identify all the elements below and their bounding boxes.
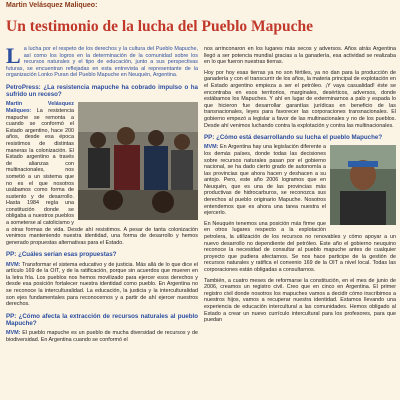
protest-photo [78, 102, 198, 220]
question-2 [6, 251, 198, 258]
answer-text: En Argentina hay una legislación diferente a los demás países, donde todas las decisiones sobre recursos naturales pasan por el gobierno nacional, se ha dado cierto grado de autonomía a las provincias que ahora hacen y deshacen a su antojo. Pero, este año 2006 logramos que en Neuquén, que es una de las provincias más productivas de hidrocarburos, se reconozca sus derechos al pueblo originario Mapuche. Nosotros entendemos que es ahora una tarea nuestra el ejercerlo. [204, 144, 326, 217]
question-text: ¿Cuáles serían esas propuestas? [18, 251, 117, 259]
question-3 [6, 313, 198, 327]
question-text: ¿La resistencia mapuche ha cobrado impulso o ha sufrido un receso? [6, 83, 198, 99]
intro-text: a lucha por el respeto de los derechos y la cultura del Pueblo Mapuche, así como los logros en la determinación de la comunidad sobre los recursos naturales y el tipo de educación, junto a sus perspectivas futuras, se encuentran reflejadas en esta entrevista al representante de la organización Lonko Puran del Pueblo Mapuche en Neuquén, Argentina. [6, 46, 198, 79]
answer-3 [6, 330, 198, 343]
speaker-label: MVM: [6, 330, 21, 337]
question-label: PP: [204, 134, 215, 142]
question-1 [6, 84, 198, 98]
portrait-photo [330, 145, 396, 225]
speaker-label: Martin Velásquez Maliqueo: [6, 101, 74, 114]
question-label: PP: [6, 312, 17, 320]
question-4 [204, 134, 396, 141]
intro-paragraph [6, 46, 198, 79]
answer-2 [6, 262, 198, 308]
answer-text: La resistencia mapuche se remonta a cuando se conformó el Estado argentino, hace 200 años, desde esa época resistimos de distintas maneras la colonización. El Estado argentino a través de alianzas con multinacionales, nos sometió a un sistema que no es el que nosotros usábamos como forma de sustento y de desarrollo. Hasta 1984 regía una constitución donde se obligaba a nuestros pueblos a someterse al catolicismo y a otras formas de vida. Desde ahí resistimos. A pesar de tanta colonización venimos manteniendo nuestra identidad, una forma de desarrollo y hemos generado propuestas alternativas para el Estado. [6, 107, 198, 246]
question-text: ¿Cómo está desarrollando su lucha el pueblo Mapuche? [216, 134, 383, 142]
question-text: ¿Cómo afecta la extracción de recursos naturales al pueblo Mapuche? [6, 312, 198, 327]
answer-text: El pueblo mapuche es un pueblo de mucha diversidad de recursos y de biodiversidad. En Argentina cuando se conformó el [6, 330, 198, 343]
paragraph: nos arrinconaron en los lugares más secos y adversos. Años atrás Argentina llegó a ser potencia mundial gracias a la ganadería, esa actividad se realizaba en lo que fueron nuestras tierras. [204, 46, 396, 66]
left-column [6, 46, 198, 400]
answer-text: Transformar el sistema educativo y de justicia. Más allá de lo que dice el artículo 169 de la OIT, y de la ratificación, porque sin acuerdos que mueren en la letra fría. Los pueblos nos hemos movilizado para ejercer esos derechos y desde esa posición fortalecer nuestra identidad como pueblo. En Argentina no se reconoce la interculturalidad. La educación, la justicia y la interculturalidad son ejes fundamentales para reconocernos y a partir de ahí ejercer nuestros derechos. [6, 261, 198, 308]
question-label: PetroPress: [6, 83, 41, 91]
protest-photo-image [78, 102, 198, 220]
author-tag: Martin Velásquez Maliqueo: [6, 2, 98, 9]
paragraph: En Neuquén tenemos una posición más firme que en otros lugares respecto a la explotación petrolera, la utilización de los recursos no renovables y cómo apoyar a un nuevo desarrollo no dependiente del petróleo. Este año el gobierno neuquino reconoce la necesidad de consultar al pueblo mapuche antes de cualquier proyecto que pudiera afectarnos. Se nos hace participe de la gestión de recursos naturales y ratifica el convenio 169 de la OIT a nivel local. Todas las corporaciones están obligadas a consultarnos. [204, 220, 396, 274]
paragraph: Hoy por hoy esas tierras ya no son fértiles, ya no dan para la producción de ganadería y con el transcurrir de los años, la materia principal de explotación en el Estado argentino empieza a ser el petróleo. ¡Y vaya casualidad! éste se encontraba en esos territorios, marginales, desérticos, adversos, donde estábamos los Mapuches. Y ahí en lugar de exterminarnos a palo y espada lo que hicieron fue desarrollar garantías jurídicas en beneficio de las transnacionales, leyes para favorecer las corporaciones transnacionales. El gobierno empezó a legislar a favor de las multinacionales y no de los pueblos. Desde ahí venimos luchando contra la explotación y contra las multinacionales. [204, 69, 396, 129]
speaker-label: MVM: [204, 144, 219, 151]
paragraph: También, a cuatro meses de reformarse la constitución, en el mes de junio de 2006, creamos un registro civil. Creo que en cinco en Argentina. El primer registro civil donde nosotros los mapuches vamos a decidir cómo inscribimos a nuestros hijos, vamos a recuperar nuestra identidad. Estamos llevando una experiencia de educación intercultural a las comunidades. Hemos obligado al Estado a crear un nuevo currículo intercultural para los profesores, para que puedan [204, 277, 396, 324]
portrait-photo-image [330, 145, 396, 225]
speaker-label: MVM: [6, 261, 21, 268]
question-label: PP: [6, 251, 17, 259]
page-title: Un testimonio de la lucha del Pueblo Mapuche [6, 18, 314, 35]
right-column [204, 46, 396, 400]
drop-cap: L [6, 46, 21, 68]
header-bar [0, 0, 400, 14]
